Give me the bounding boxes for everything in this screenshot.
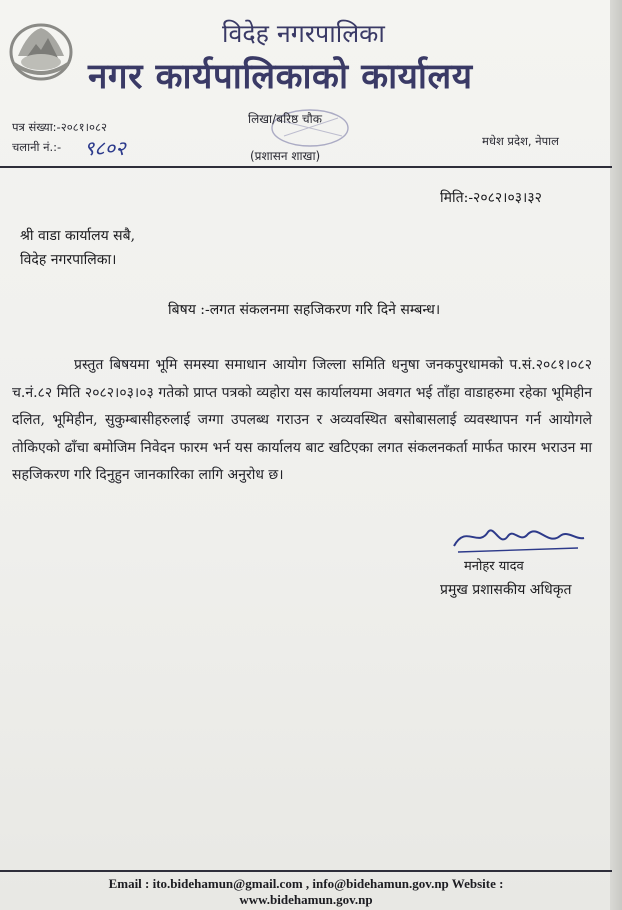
stamp-label-bottom: (प्रशासन शाखा) (250, 149, 321, 163)
footer-contact-line-2: www.bidehamun.gov.np (239, 892, 373, 907)
page-edge (610, 0, 622, 910)
office-title: नगर कार्यपालिकाको कार्यालय (88, 57, 473, 97)
dispatch-number-handwritten: ९८०२ (84, 136, 126, 160)
signatory-title: प्रमुख प्रशासकीय अधिकृत (440, 582, 572, 598)
letter-date: मिति:-२०८२।०३।३२ (440, 190, 542, 206)
dispatch-number-label: चलानी नं.:- (12, 140, 62, 154)
letter-number: पत्र संख्या:-२०८१।०८२ (12, 120, 107, 134)
recipient-line-2: विदेह नगरपालिका। (20, 252, 117, 268)
signatory-name: मनोहर यादव (464, 559, 524, 574)
province-label: मधेश प्रदेश, नेपाल (482, 134, 559, 148)
footer-divider (0, 870, 612, 872)
header-divider (0, 166, 612, 168)
stamp-label-top: लिखा/बरिष्ठ चौक (248, 112, 322, 126)
recipient-line-1: श्री वाडा कार्यालय सबै, (20, 228, 136, 244)
subject-line: बिषय :-लगत संकलनमा सहजिकरण गरि दिने सम्बन्ध। (168, 302, 441, 318)
letter-body (12, 352, 592, 490)
municipality-name: विदेह नगरपालिका (222, 19, 385, 48)
letter-body-text: प्रस्तुत बिषयमा भूमि समस्या समाधान आयोग जिल्ला समिति धनुषा जनकपुरधामको प.सं.२०८१।०८२ च.नं.८२ मिति २०८२।०३।०३ गतेको प्राप्त पत्रको व्यहोरा यस कार्यालयमा अवगत भई ताँहा वाडाहरुमा रहेका भूमिहीन दलित, भूमिहीन, सुकुम्बासीहरुलाई जग्गा उपलब्ध गराउन र अव्यवस्थित बसोबासलाई व्यवस्थापन गर्न आयोगले तोकिएको ढाँचा बमोजिम निवेदन फारम भर्न यस कार्यालय बाट खटिएका लगत संकलनकर्ता मार्फत फारम भराउन मा सहजिकरण गरि दिनुहुन जानकारिका लागि अनुरोध छ। (12, 357, 592, 483)
footer-contact-line-1: Email : ito.bidehamun@gmail.com , info@bidehamun.gov.np Website : (108, 876, 504, 891)
nepal-emblem-icon (8, 18, 74, 82)
